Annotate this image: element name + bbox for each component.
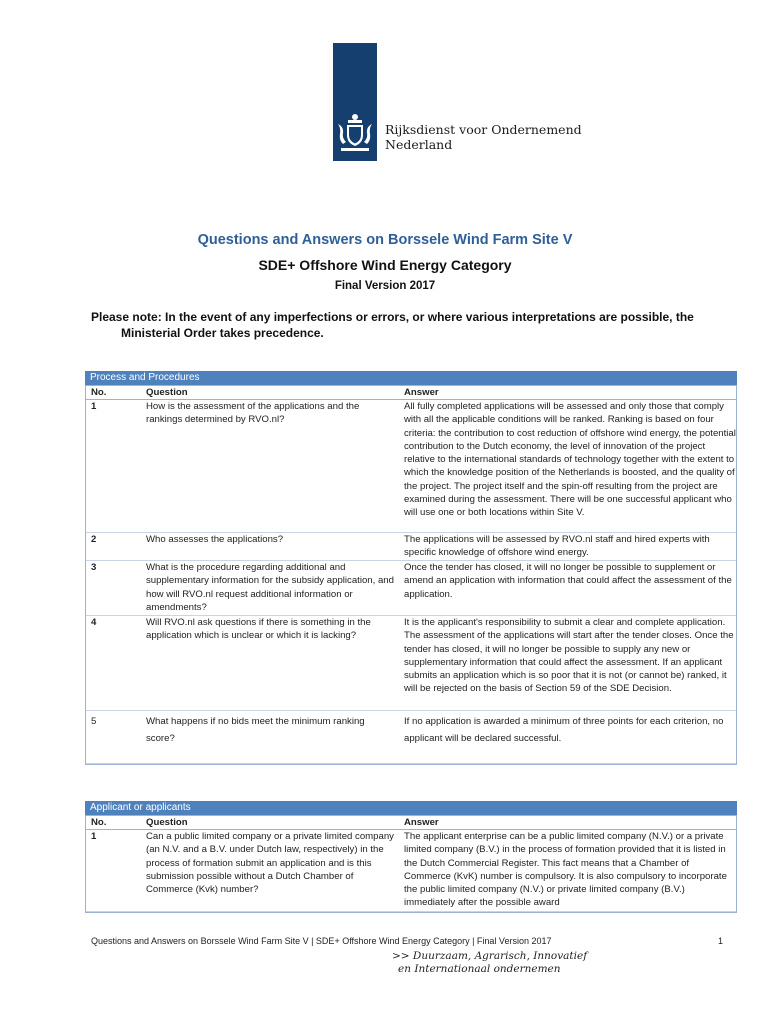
page-number: 1 bbox=[718, 936, 724, 946]
row-question: Will RVO.nl ask questions if there is something in the application which is unclear or which it is lacking? bbox=[146, 617, 371, 642]
note-line-2: Ministerial Order takes precedence. bbox=[121, 326, 324, 340]
row-answer: The applicant enterprise can be a public limited company (N.V.) or a private limited company (B.V.) in the process of formation provided that it is listed in the Dutch Commercial Register. This fact means that a Chamber of Commerce (KvK) number is compulsory. It is also compulsory to incorporate the public limited company (N.V.) or private limited company (B.V.) immediately after the possible award bbox=[404, 831, 727, 909]
tagline bbox=[392, 950, 587, 976]
tagline-line-1: >> Duurzaam, Agrarisch, Innovatief bbox=[392, 950, 588, 962]
col-question: Question bbox=[146, 387, 188, 398]
process-procedures-table bbox=[85, 371, 737, 765]
document-version: Final Version 2017 bbox=[334, 280, 436, 292]
row-number: 2 bbox=[91, 534, 97, 545]
row-question: Who assesses the applications? bbox=[146, 534, 284, 545]
column-headers bbox=[86, 816, 736, 830]
row-answer: It is the applicant's responsibility to submit a clear and complete application. The assessment of the applications will start after the tender closes. Once the tender has closed, it will no longer be possible to supply any new or supplementary information that could affect the assessment. If an applicant submits an application which is so poor that it is not (or cannot be) ranked, it will be rejected on the basis of Section 59 of the SDE Decision. bbox=[404, 617, 734, 695]
row-answer: If no application is awarded a minimum of three points for each criterion, no applicant will be declared successful. bbox=[404, 716, 724, 744]
table-row bbox=[86, 533, 736, 561]
org-line-2: Nederland bbox=[385, 137, 453, 152]
org-line-1: Rijksdienst voor Ondernemend bbox=[385, 122, 582, 137]
row-question: How is the assessment of the applications and the rankings determined by RVO.nl? bbox=[146, 401, 360, 426]
row-number: 1 bbox=[91, 831, 97, 842]
row-answer: All fully completed applications will be assessed and only those that comply with all the applicable conditions will be ranked. Ranking is based on four criteria: the contribution to cost reduction of offshore wind energy, the potential contribution to the Dutch economy, the level of innovation of the project relative to the international standards of technology together with the extent to which the knowledge position of the Netherlands is boosted, and the quality of the project. The project itself and the spin-off resulting from the project are examined during the assessment. There will be one successful applicant who will use one or both locations within Site V. bbox=[404, 401, 736, 519]
row-answer: The applications will be assessed by RVO.nl staff and hired experts with specific knowledge of offshore wind energy. bbox=[404, 534, 710, 559]
document-subtitle: SDE+ Offshore Wind Energy Category bbox=[258, 257, 512, 273]
row-question: What happens if no bids meet the minimum ranking score? bbox=[146, 716, 365, 744]
table-row bbox=[86, 561, 736, 616]
document-title: Questions and Answers on Borssele Wind Farm Site V bbox=[197, 232, 573, 248]
row-answer: Once the tender has closed, it will no longer be possible to supplement or amend an application with information that could affect the assessment of the application. bbox=[404, 562, 732, 600]
section-header: Process and Procedures bbox=[85, 371, 737, 385]
row-question: Can a public limited company or a private limited company (an N.V. and a B.V. under Dutch law, respectively) in the process of formation submit an application and is this submission possible without a Dutch Chamber of Commerce (Kvk) number? bbox=[146, 831, 394, 896]
table-row bbox=[86, 616, 736, 711]
table-row bbox=[86, 711, 736, 764]
col-question: Question bbox=[146, 817, 188, 828]
tagline-line-2: en Internationaal ondernemen bbox=[398, 963, 561, 975]
col-answer: Answer bbox=[404, 817, 439, 828]
applicants-table bbox=[85, 801, 737, 913]
row-number: 1 bbox=[91, 401, 97, 412]
column-headers bbox=[86, 386, 736, 400]
row-number: 4 bbox=[91, 617, 97, 628]
col-no: No. bbox=[91, 387, 107, 398]
table-row bbox=[86, 830, 736, 912]
row-number: 5 bbox=[91, 716, 97, 727]
table-body bbox=[85, 385, 737, 765]
page-footer: Questions and Answers on Borssele Wind Farm Site V | SDE+ Offshore Wind Energy Category | Final Version 2017 bbox=[91, 936, 552, 946]
row-number: 3 bbox=[91, 562, 97, 573]
section-header: Applicant or applicants bbox=[85, 801, 737, 815]
precedence-note bbox=[91, 309, 731, 341]
crest-icon bbox=[333, 108, 377, 158]
table-body bbox=[85, 815, 737, 913]
note-line-1: Please note: In the event of any imperfections or errors, or where various interpretations are possible, the bbox=[91, 310, 694, 324]
col-no: No. bbox=[91, 817, 107, 828]
organization-name bbox=[385, 122, 582, 152]
row-question: What is the procedure regarding additional and supplementary information for the subsidy application, and how will RVO.nl request additional information or amendments? bbox=[146, 562, 394, 613]
table-row bbox=[86, 400, 736, 533]
col-answer: Answer bbox=[404, 387, 439, 398]
